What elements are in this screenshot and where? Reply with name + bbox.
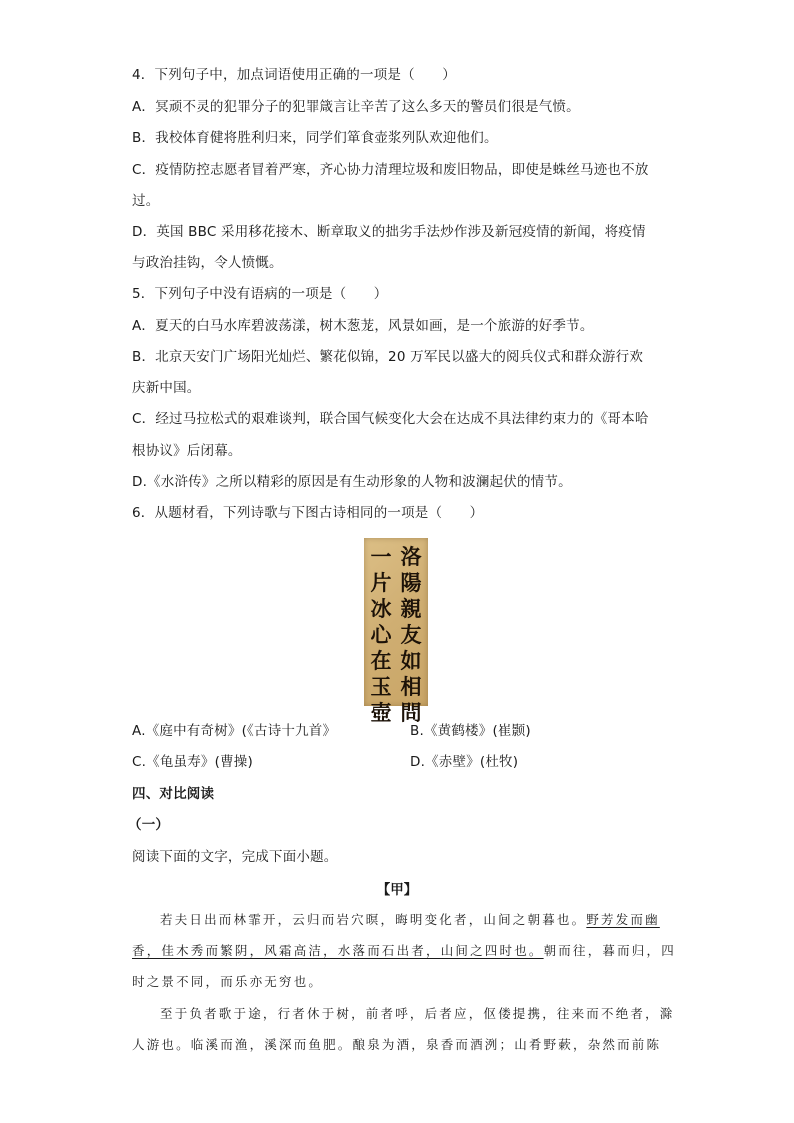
passage-line-2-text: 朝而往，暮而归，四 xyxy=(543,943,676,958)
calligraphy-image xyxy=(364,538,428,725)
q5-stem: 5．下列句子中没有语病的一项是（ ） xyxy=(132,286,388,302)
q6-option-a: A.《庭中有奇树》(《古诗十九首》 xyxy=(132,723,337,739)
q4-option-d-line2: 与政治挂钩，令人愤慨。 xyxy=(132,255,283,271)
passage-title: 【甲】 xyxy=(376,882,418,898)
passage-line-2 xyxy=(132,942,676,960)
reading-instruction: 阅读下面的文字，完成下面小题。 xyxy=(132,849,338,865)
q5-option-b-line2: 庆新中国。 xyxy=(132,380,201,396)
q6-stem: 6．从题材看，下列诗歌与下图古诗相同的一项是（ ） xyxy=(132,505,484,521)
q5-option-b-line1: B．北京天安门广场阳光灿烂、繁花似锦，20 万军民以盛大的阅兵仪式和群众游行欢 xyxy=(132,349,644,365)
q5-option-c-line1: C．经过马拉松式的艰难谈判，联合国气候变化大会在达成不具法律约束力的《哥本哈 xyxy=(132,411,649,427)
passage-underlined-1: 野芳发而幽 xyxy=(586,912,660,927)
calligraphy-column-right: 洛陽親友如相問 xyxy=(400,544,422,725)
passage-line-1 xyxy=(160,911,660,929)
passage-line-1-text: 若夫日出而林霏开，云归而岩穴暝，晦明变化者，山间之朝暮也。 xyxy=(160,912,587,927)
q4-option-c-line1: C．疫情防控志愿者冒着严寒，齐心协力清理垃圾和废旧物品，即使是蛛丝马迹也不放 xyxy=(132,162,649,178)
q6-option-c: C.《龟虽寿》(曹操) xyxy=(132,754,253,770)
calligraphy-column-left: 一片冰心在玉壺 xyxy=(370,544,392,725)
passage-underlined-2: 香，佳木秀而繁阴，风霜高洁，水落而石出者，山间之四时也。 xyxy=(132,943,544,958)
q6-option-d: D.《赤壁》(杜牧) xyxy=(410,754,519,770)
passage-line-4: 至于负者歌于途，行者休于树，前者呼，后者应，伛偻提携，往来而不绝者，滁 xyxy=(160,1006,675,1021)
section-subtitle: （一） xyxy=(128,817,170,833)
q4-option-b: B．我校体育健将胜利归来，同学们箪食壶浆列队欢迎他们。 xyxy=(132,130,498,146)
q6-option-b: B.《黄鹤楼》(崔颢) xyxy=(410,723,531,739)
section-title: 四、对比阅读 xyxy=(132,786,215,802)
q5-option-a: A．夏天的白马水库碧波荡漾，树木葱茏，风景如画，是一个旅游的好季节。 xyxy=(132,318,594,334)
q5-option-d: D.《水浒传》之所以精彩的原因是有生动形象的人物和波澜起伏的情节。 xyxy=(132,474,572,490)
q4-stem: 4．下列句子中，加点词语使用正确的一项是（ ） xyxy=(132,67,456,83)
passage-line-3: 时之景不同，而乐亦无穷也。 xyxy=(132,974,324,989)
q4-option-d-line1: D．英国 BBC 采用移花接木、断章取义的拙劣手法炒作涉及新冠疫情的新闻，将疫情 xyxy=(132,224,646,240)
q5-option-c-line2: 根协议》后闭幕。 xyxy=(132,443,242,459)
q4-option-a: A．冥顽不灵的犯罪分子的犯罪箴言让辛苦了这么多天的警员们很是气愤。 xyxy=(132,99,580,115)
q4-option-c-line2: 过。 xyxy=(132,193,160,209)
passage-line-5: 人游也。临溪而渔，溪深而鱼肥。酿泉为酒，泉香而酒洌；山肴野蔌，杂然而前陈 xyxy=(132,1037,662,1052)
